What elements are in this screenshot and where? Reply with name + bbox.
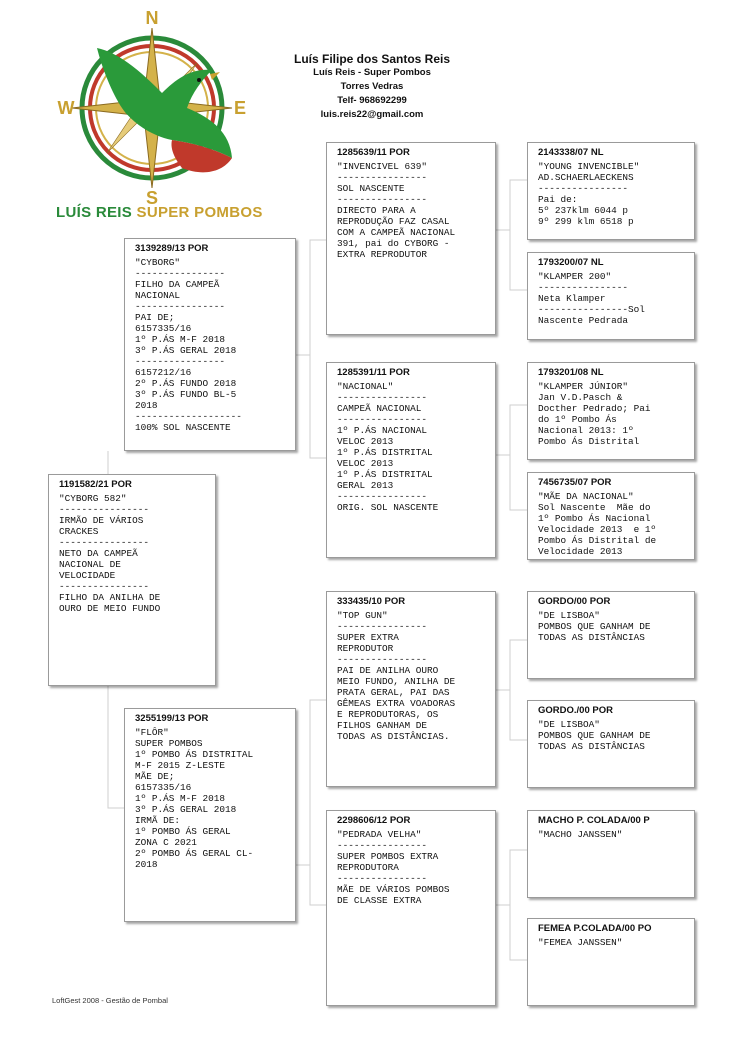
pedigree-card-sds [527,362,695,460]
ring-number: 3255199/13 POR [135,713,209,724]
pedigree-card-dss [527,591,695,679]
ring-number: 2143338/07 NL [538,147,604,158]
pedigree-card-sire-dam [326,362,496,558]
breeder-line: luis.reis22@gmail.com [320,109,424,120]
ring-number: MACHO P. COLADA/00 P [538,815,650,826]
card-notes: "CYBORG 582" ---------------- IRMÃO DE VÁRIOS CRACKES ---------------- NETO DA CAMPEÃ NACIONAL DE VELOCIDADE ---------------- FILHO DA ANILHA DE OURO DE MEIO FUNDO [59,493,161,614]
breeder-line: Telf- 968692299 [337,95,407,106]
compass-dove-logo-icon [52,8,252,228]
compass-e-label: E [233,98,247,118]
pedigree-card-sdd [527,472,695,560]
pedigree-card-dds [527,810,695,898]
footer-credit: LoftGest 2008 - Gestão de Pombal [52,996,168,1005]
ring-number: 1793200/07 NL [538,257,604,268]
pedigree-card-dam-dam [326,810,496,1006]
card-notes: "FEMEA JANSSEN" [538,937,623,948]
pedigree-card-ssd [527,252,695,340]
pedigree-card-ddd [527,918,695,1006]
breeder-line: Luís Reis - Super Pombos [313,67,431,78]
card-notes: "DE LISBOA" POMBOS QUE GANHAM DE TODAS AS DISTÂNCIAS [538,719,651,752]
card-notes: "FLÔR" SUPER POMBOS 1º POMBO ÁS DISTRITAL M-F 2015 Z-LESTE MÃE DE; 6157335/16 1º P.ÁS M-F 2018 3º P.ÁS GERAL 2018 IRMÃ DE: 1º POMBO ÁS GERAL ZONA C 2021 2º POMBO ÁS GERAL CL- 2018 [135,727,254,870]
compass-w-label: W [57,98,75,118]
ring-number: 7456735/07 POR [538,477,612,488]
card-notes: "INVENCIVEL 639" ---------------- SOL NASCENTE ---------------- DIRECTO PARA A REPRODUÇÃO FAZ CASAL COM A CAMPEÃ NACIONAL 391, pai do CYBORG - EXTRA REPRODUTOR [337,161,456,260]
pedigree-card-dam-sire [326,591,496,787]
card-notes: "TOP GUN" ---------------- SUPER EXTRA REPRODUTOR ---------------- PAI DE ANILHA OURO MEIO FUNDO, ANILHA DE PRATA GERAL, PAI DAS GÊMEAS EXTRA VOADORAS E REPRODUTORAS, OS FILHOS GANHAM DE TODAS AS DISTÂNCIAS. [337,610,456,742]
ring-number: 3139289/13 POR [135,243,209,254]
ring-number: 333435/10 POR [337,596,406,607]
card-notes: "DE LISBOA" POMBOS QUE GANHAM DE TODAS AS DISTÂNCIAS [538,610,651,643]
card-notes: "CYBORG" ---------------- FILHO DA CAMPEÃ NACIONAL ---------------- PAI DE; 6157335/16 1º P.ÁS M-F 2018 3º P.ÁS GERAL 2018 ---------------- 6157212/16 2º P.ÁS FUNDO 2018 3º P.ÁS FUNDO BL-5 2018 ------------------- 100% SOL NASCENTE [135,257,242,433]
pedigree-card-dam [124,708,296,922]
pedigree-card-sire-sire [326,142,496,335]
breeder-line: Torres Vedras [340,81,404,92]
breeder-header [272,52,472,122]
ring-number: GORDO/00 POR [538,596,611,607]
ring-number: 1285639/11 POR [337,147,410,158]
ring-number: 1191582/21 POR [59,479,132,490]
card-notes: "KLAMPER JÚNIOR" Jan V.D.Pasch & Docther Pedrado; Pai do 1º Pombo Ás Nacional 2013: 1º Pombo Ás Distrital [538,381,651,447]
brand-wordmark [56,204,263,221]
card-notes: "PEDRADA VELHA" ---------------- SUPER POMBOS EXTRA REPRODUTORA ---------------- MÃE DE VÁRIOS POMBOS DE CLASSE EXTRA [337,829,450,906]
card-notes: "MÃE DA NACIONAL" Sol Nascente Mãe do 1º Pombo Ás Nacional Velocidade 2013 e 1º Pombo Ás Distrital de Velocidade 2013 [538,491,657,557]
pedigree-card-sss [527,142,695,240]
ring-number: GORDO./00 POR [538,705,613,716]
card-notes: "YOUNG INVENCIBLE" AD.SCHAERLAECKENS ---------------- Pai de: 5º 237klm 6044 p 9º 299 klm 6518 p [538,161,640,227]
pedigree-card-dsd [527,700,695,788]
brand-part-2: SUPER POMBOS [132,204,263,221]
pedigree-card-subject [48,474,216,686]
ring-number: FEMEA P.COLADA/00 PO [538,923,652,934]
brand-part-1: LUÍS REIS [56,204,133,221]
card-notes: "NACIONAL" ---------------- CAMPEÃ NACIONAL ---------------- 1º P.ÁS NACIONAL VELOC 2013 1º P.ÁS DISTRITAL VELOC 2013 1º P.ÁS DISTRITAL GERAL 2013 ---------------- ORIG. SOL NASCENTE [337,381,439,513]
ring-number: 1285391/11 POR [337,367,410,378]
breeder-name: Luís Filipe dos Santos Reis [293,52,451,66]
ring-number: 1793201/08 NL [538,367,604,378]
compass-n-label: N [145,8,159,28]
ring-number: 2298606/12 POR [337,815,411,826]
pedigree-card-sire [124,238,296,451]
compass-s-label: S [145,188,159,208]
card-notes: "MACHO JANSSEN" [538,829,623,840]
card-notes: "KLAMPER 200" ---------------- Neta Klamper ----------------Sol Nascente Pedrada [538,271,645,326]
